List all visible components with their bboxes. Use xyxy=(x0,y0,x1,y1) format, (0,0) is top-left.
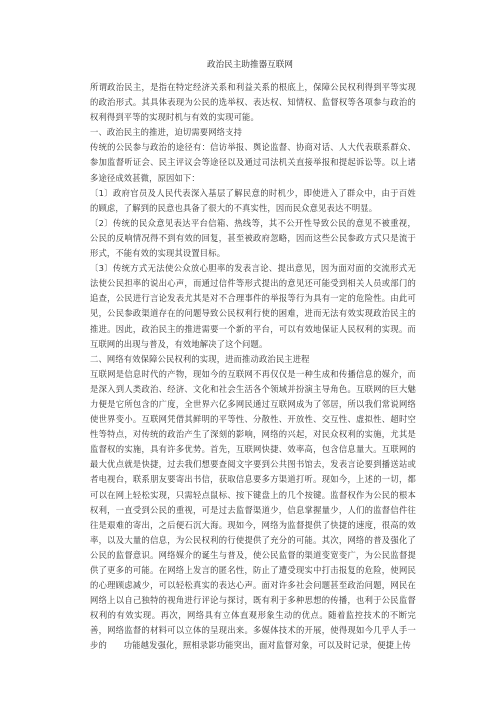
paragraph: 所谓政治民主，是指在特定经济关系和利益关系的根底上，保障公民权利得到平等实现的政治形式。其具体表现为公民的选举权、表达权、知情权、监督权等各项参与政治的权利得到平等的实现时机与有效的实现可能。 xyxy=(90,82,416,123)
list-item: 〔2〕传统的民众意见表达平台信箱、热线等，其不公开性导致公民的意见不被重视，公民的反响情况得不到有效的回复，甚至被政府忽略，因而这些公民参政方式只是流于形式，不能有效的实现其设置目标。 xyxy=(90,217,416,259)
document-body xyxy=(90,80,416,654)
section-heading: 二、网络有效保障公民权利的实现，进而推动政治民主进程 xyxy=(90,353,310,364)
document-title: 政治民主助推器互联网 xyxy=(207,60,293,70)
list-item: 〔1〕政府官员及人民代表深入基层了解民意的时机少，即使进入了群众中，由于百姓的顾虑，了解到的民意也具备了很大的不真实性，因而民众意见表达不明显。 xyxy=(90,187,416,213)
section-heading: 一、政治民主的推进，迫切需要网络支持 xyxy=(90,127,243,138)
paragraph: 传统的公民参与政治的途径有：信访举报、舆论监督、协商对话、人大代表联系群众、参加监督听证会、民主评议会等途径以及通过司法机关直接举报和提起诉讼等。以上诸多途径成效甚微，原因如下： xyxy=(90,142,416,183)
list-item: 〔3〕传统方式无法使公众放心胆率的发表言论、提出意见，因为面对面的交流形式无法使公民担率的说出心声，而通过信件等形式提出的意见还可能受到相关人员或部门的追查，公民进行言论发表尤其是对不合理事件的举报等行为具有一定的危险性。由此可见，公民参政渠道存在的问题导致公民权利行使的困难，进而无法有效实现政治民主的推进。因此，政治民主的推进需要一个新的平台，可以有效地保证人民权利的实现。而互联网的出现与普及，有效地解决了这个问题。 xyxy=(90,263,416,349)
paragraph: 互联网是信息时代的产物，现如今的互联网不再仅仅是一种生成和传播信息的媒介，而是深入到人类政治、经济、文化和社会生活各个领域并扮演主导角色。互联网的巨大魅力便是它所包含的广度，全世界六亿多网民通过互联网成为了邻居，所以我们常说网络使世界变小。互联网凭借其鲜明的平等性、分散性、开放性、交互性、虚拟性、超时空性等特点，对传统的政治产生了深刻的影响，网络的兴起，对民众权利的实施，尤其是监督权的实施，具有许多优势。首先，互联网快捷、效率高，包含信息量大。互联网的最大优点就是快捷，过去我们想要查阅文字要到公共图书馆去，发表言论要到播送站或者电视台，联系朋友要寄出书信，获取信息要多方渠道打听。现如今，上述的一切，都可以在网上轻松实现，只需轻点鼠标、按下键盘上的几个按键。监督权作为公民的根本权利，一直受到公民的重视，可是过去监督渠道少，信息掌握量少，人们的监督信件往往是艰难的寄出，之后便石沉大海。现如今，网络为监督提供了快捷的速度，很高的效率，以及大量的信息，为公民权利的行使提供了充分的可能。其次，网络的普及强化了公民的监督意识。网络媒介的诞生与普及，使公民监督的渠道变宽变广，为公民监督提供了更多的可能。在网络上发言的匿名性，防止了遭受现实中打击报复的危险，使网民的心理顾虑减少，可以轻松真实的表达心声。面对许多社会问题甚至政治问题，网民在网络上以自己独特的视角进行评论与探讨，既有利于多种思想的传播，也利于公民监督权利的有效实现。再次，网络具有立体直观形象生动的优点。随着监控技术的不断完善，网络监督的材料可以立体的呈现出来。多媒体技术的开展，使得现如今几乎人手一步的 功能越发强化，照相录影功能突出，面对监督对象，可以及时记录，便捷上传 xyxy=(90,368,416,651)
